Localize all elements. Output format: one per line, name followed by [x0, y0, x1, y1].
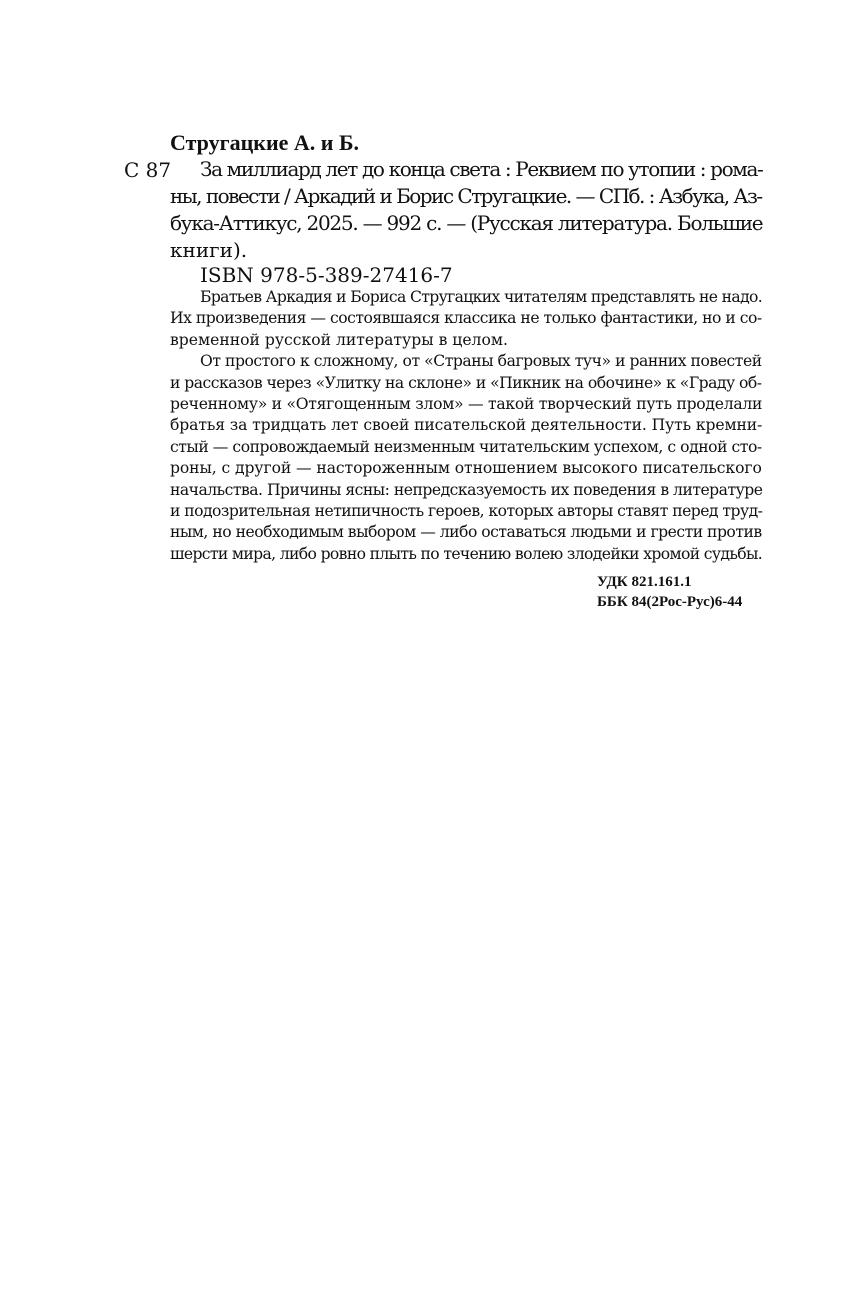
annotation-line: роны, с другой — настороженным отношением высокого писательского — [170, 459, 762, 478]
annotation-line: стый — сопровождаемый неизменным читательским успехом, с одной сто- — [170, 437, 762, 456]
annotation-text — [170, 287, 762, 565]
annotation-line: Братьев Аркадия и Бориса Стругацких читателям представлять не надо. — [200, 288, 763, 306]
main-entry-line: ны, повести / Аркадий и Борис Стругацкие. — СПб. : Азбука, Аз- — [170, 184, 762, 208]
annotation-line: Их произведения — состоявшаяся классика не только фантастики, но и со- — [170, 309, 762, 328]
annotation-line: и подозрительная нетипичность героев, которых авторы ставят перед труд- — [170, 502, 763, 521]
main-entry-line: книги). — [170, 238, 248, 262]
bbk-code: ББК 84(2Рос-Рус)6-44 — [597, 594, 743, 610]
classification-codes — [597, 572, 742, 612]
author-heading: Стругацкие А. и Б. — [170, 130, 360, 155]
annotation-line: От простого к сложному, от «Страны багровых туч» и ранних повестей — [200, 352, 762, 371]
call-number: С 87 — [124, 158, 172, 182]
isbn-number: ISBN 978-5-389-27416-7 — [200, 263, 453, 287]
annotation-line: временной русской литературы в целом. — [170, 330, 508, 349]
annotation-line: реченному» и «Отягощенным злом» — такой творческий путь проделали — [170, 395, 763, 414]
main-entry-line: бука-Аттикус, 2025. — 992 с. — (Русская литература. Большие — [170, 211, 763, 235]
main-entry-text — [170, 156, 762, 264]
annotation-line: и рассказов через «Улитку на склоне» и «Пикник на обочине» к «Граду об- — [170, 373, 762, 392]
udk-code: УДК 821.161.1 — [597, 574, 692, 590]
main-entry-line: За миллиард лет до конца света : Реквием по утопии : рома- — [200, 157, 763, 181]
annotation-line: шерсти мира, либо ровно плыть по течению волею злодейки хромой судьбы. — [170, 544, 763, 563]
annotation-line: братья за тридцать лет своей писательской деятельности. Путь кремни- — [170, 416, 763, 435]
annotation-line: начальства. Причины ясны: непредсказуемость их поведения в литературе — [170, 480, 763, 499]
annotation-line: ным, но необходимым выбором — либо оставаться людьми и грести против — [170, 523, 762, 542]
